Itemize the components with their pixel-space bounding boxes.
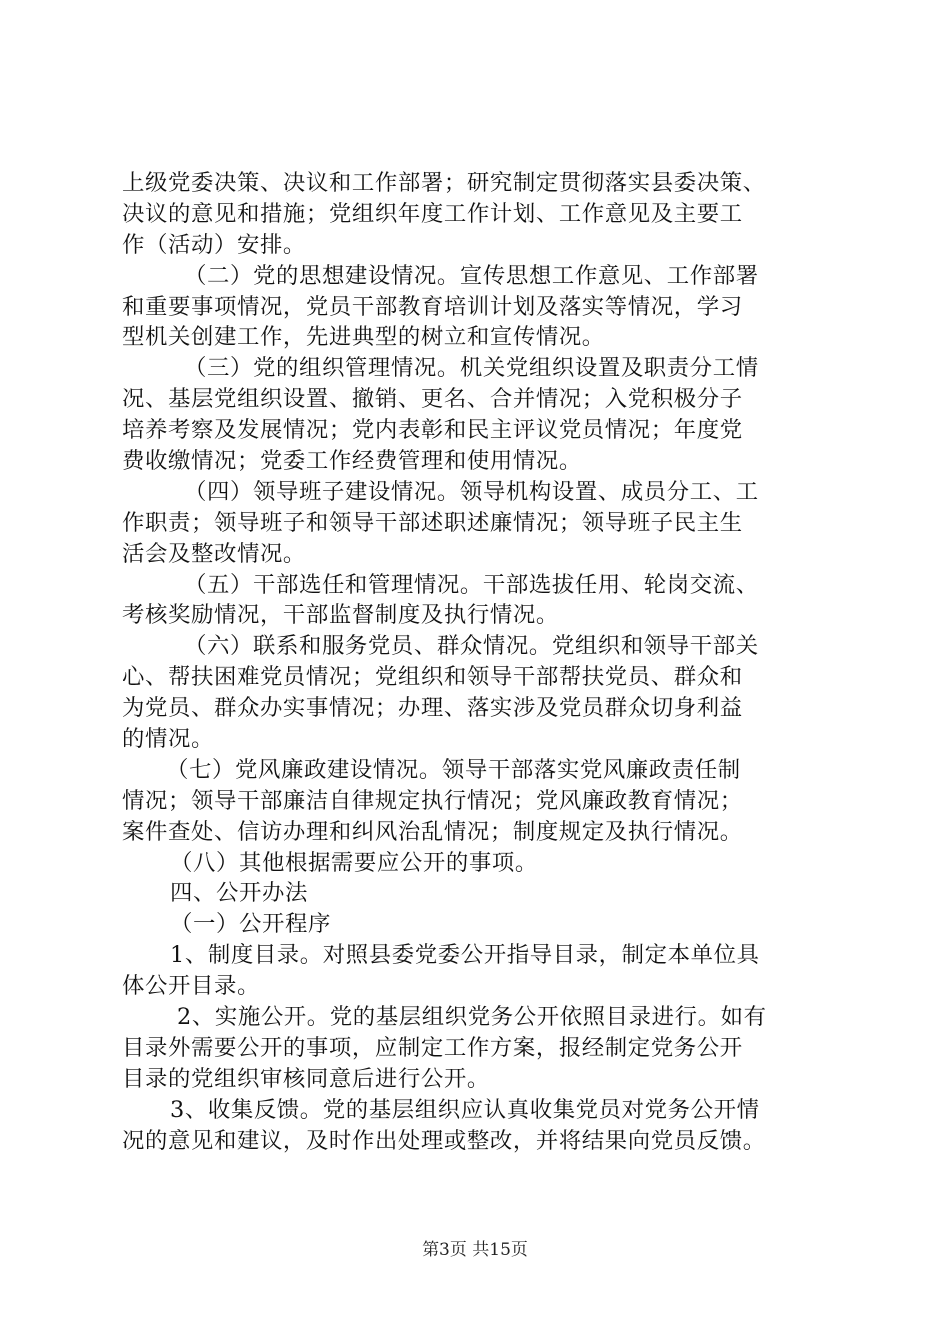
text-line: 作职责；领导班子和领导干部述职述廉情况；领导班子民主生: [122, 509, 743, 536]
text-line: 目录的党组织审核同意后进行公开。: [122, 1065, 490, 1092]
text-line: 3、收集反馈。党的基层组织应认真收集党员对党务公开情: [170, 1096, 760, 1123]
text-line: 活会及整改情况。: [122, 540, 306, 567]
text-line: 目录外需要公开的事项，应制定工作方案，报经制定党务公开: [122, 1034, 743, 1061]
text-line: 费收缴情况；党委工作经费管理和使用情况。: [122, 448, 582, 475]
text-line: 上级党委决策、决议和工作部署；研究制定贯彻落实县委决策、: [122, 170, 766, 196]
text-line: 况的意见和建议，及时作出处理或整改，并将结果向党员反馈。: [122, 1127, 766, 1154]
text-line: （二）党的思想建设情况。宣传思想工作意见、工作部署: [184, 262, 759, 289]
text-line: 况、基层党组织设置、撤销、更名、合并情况；入党积极分子: [122, 386, 743, 413]
text-line: （三）党的组织管理情况。机关党组织设置及职责分工情: [184, 355, 759, 382]
text-line: 1、制度目录。对照县委党委公开指导目录，制定本单位具: [170, 942, 760, 969]
text-line: 心、帮扶困难党员情况；党组织和领导干部帮扶党员、群众和: [122, 664, 743, 691]
text-line: 案件查处、信访办理和纠风治乱情况；制度规定及执行情况。: [122, 818, 743, 845]
text-line: 四、公开办法: [170, 880, 308, 907]
text-line: 2、实施公开。党的基层组织党务公开依照目录进行。如有: [177, 1004, 767, 1031]
text-line: （五）干部选任和管理情况。干部选拔任用、轮岗交流、: [184, 571, 759, 598]
text-line: 情况；领导干部廉洁自律规定执行情况；党风廉政教育情况；: [122, 787, 743, 814]
text-line: 决议的意见和措施；党组织年度工作计划、工作意见及主要工: [122, 200, 743, 227]
text-line: 考核奖励情况，干部监督制度及执行情况。: [122, 602, 559, 629]
text-line: 和重要事项情况，党员干部教育培训计划及落实等情况，学习: [122, 293, 743, 320]
text-line: （六）联系和服务党员、群众情况。党组织和领导干部关: [184, 633, 759, 660]
text-line: （八）其他根据需要应公开的事项。: [170, 849, 538, 876]
text-line: （四）领导班子建设情况。领导机构设置、成员分工、工: [184, 478, 759, 505]
text-line: 型机关创建工作，先进典型的树立和宣传情况。: [122, 324, 605, 351]
text-line: 作（活动）安排。: [122, 231, 306, 258]
text-line: 培养考察及发展情况；党内表彰和民主评议党员情况；年度党: [122, 417, 743, 444]
document-body: [122, 168, 837, 1157]
text-line: 体公开目录。: [122, 973, 260, 1000]
text-line: 的情况。: [122, 726, 214, 753]
text-line: （一）公开程序: [170, 911, 331, 938]
text-line: 为党员、群众办实事情况；办理、落实涉及党员群众切身利益: [122, 695, 743, 722]
page-number-footer: 第3页 共15页: [422, 1240, 528, 1260]
text-line: （七）党风廉政建设情况。领导干部落实党风廉政责任制: [166, 756, 741, 783]
